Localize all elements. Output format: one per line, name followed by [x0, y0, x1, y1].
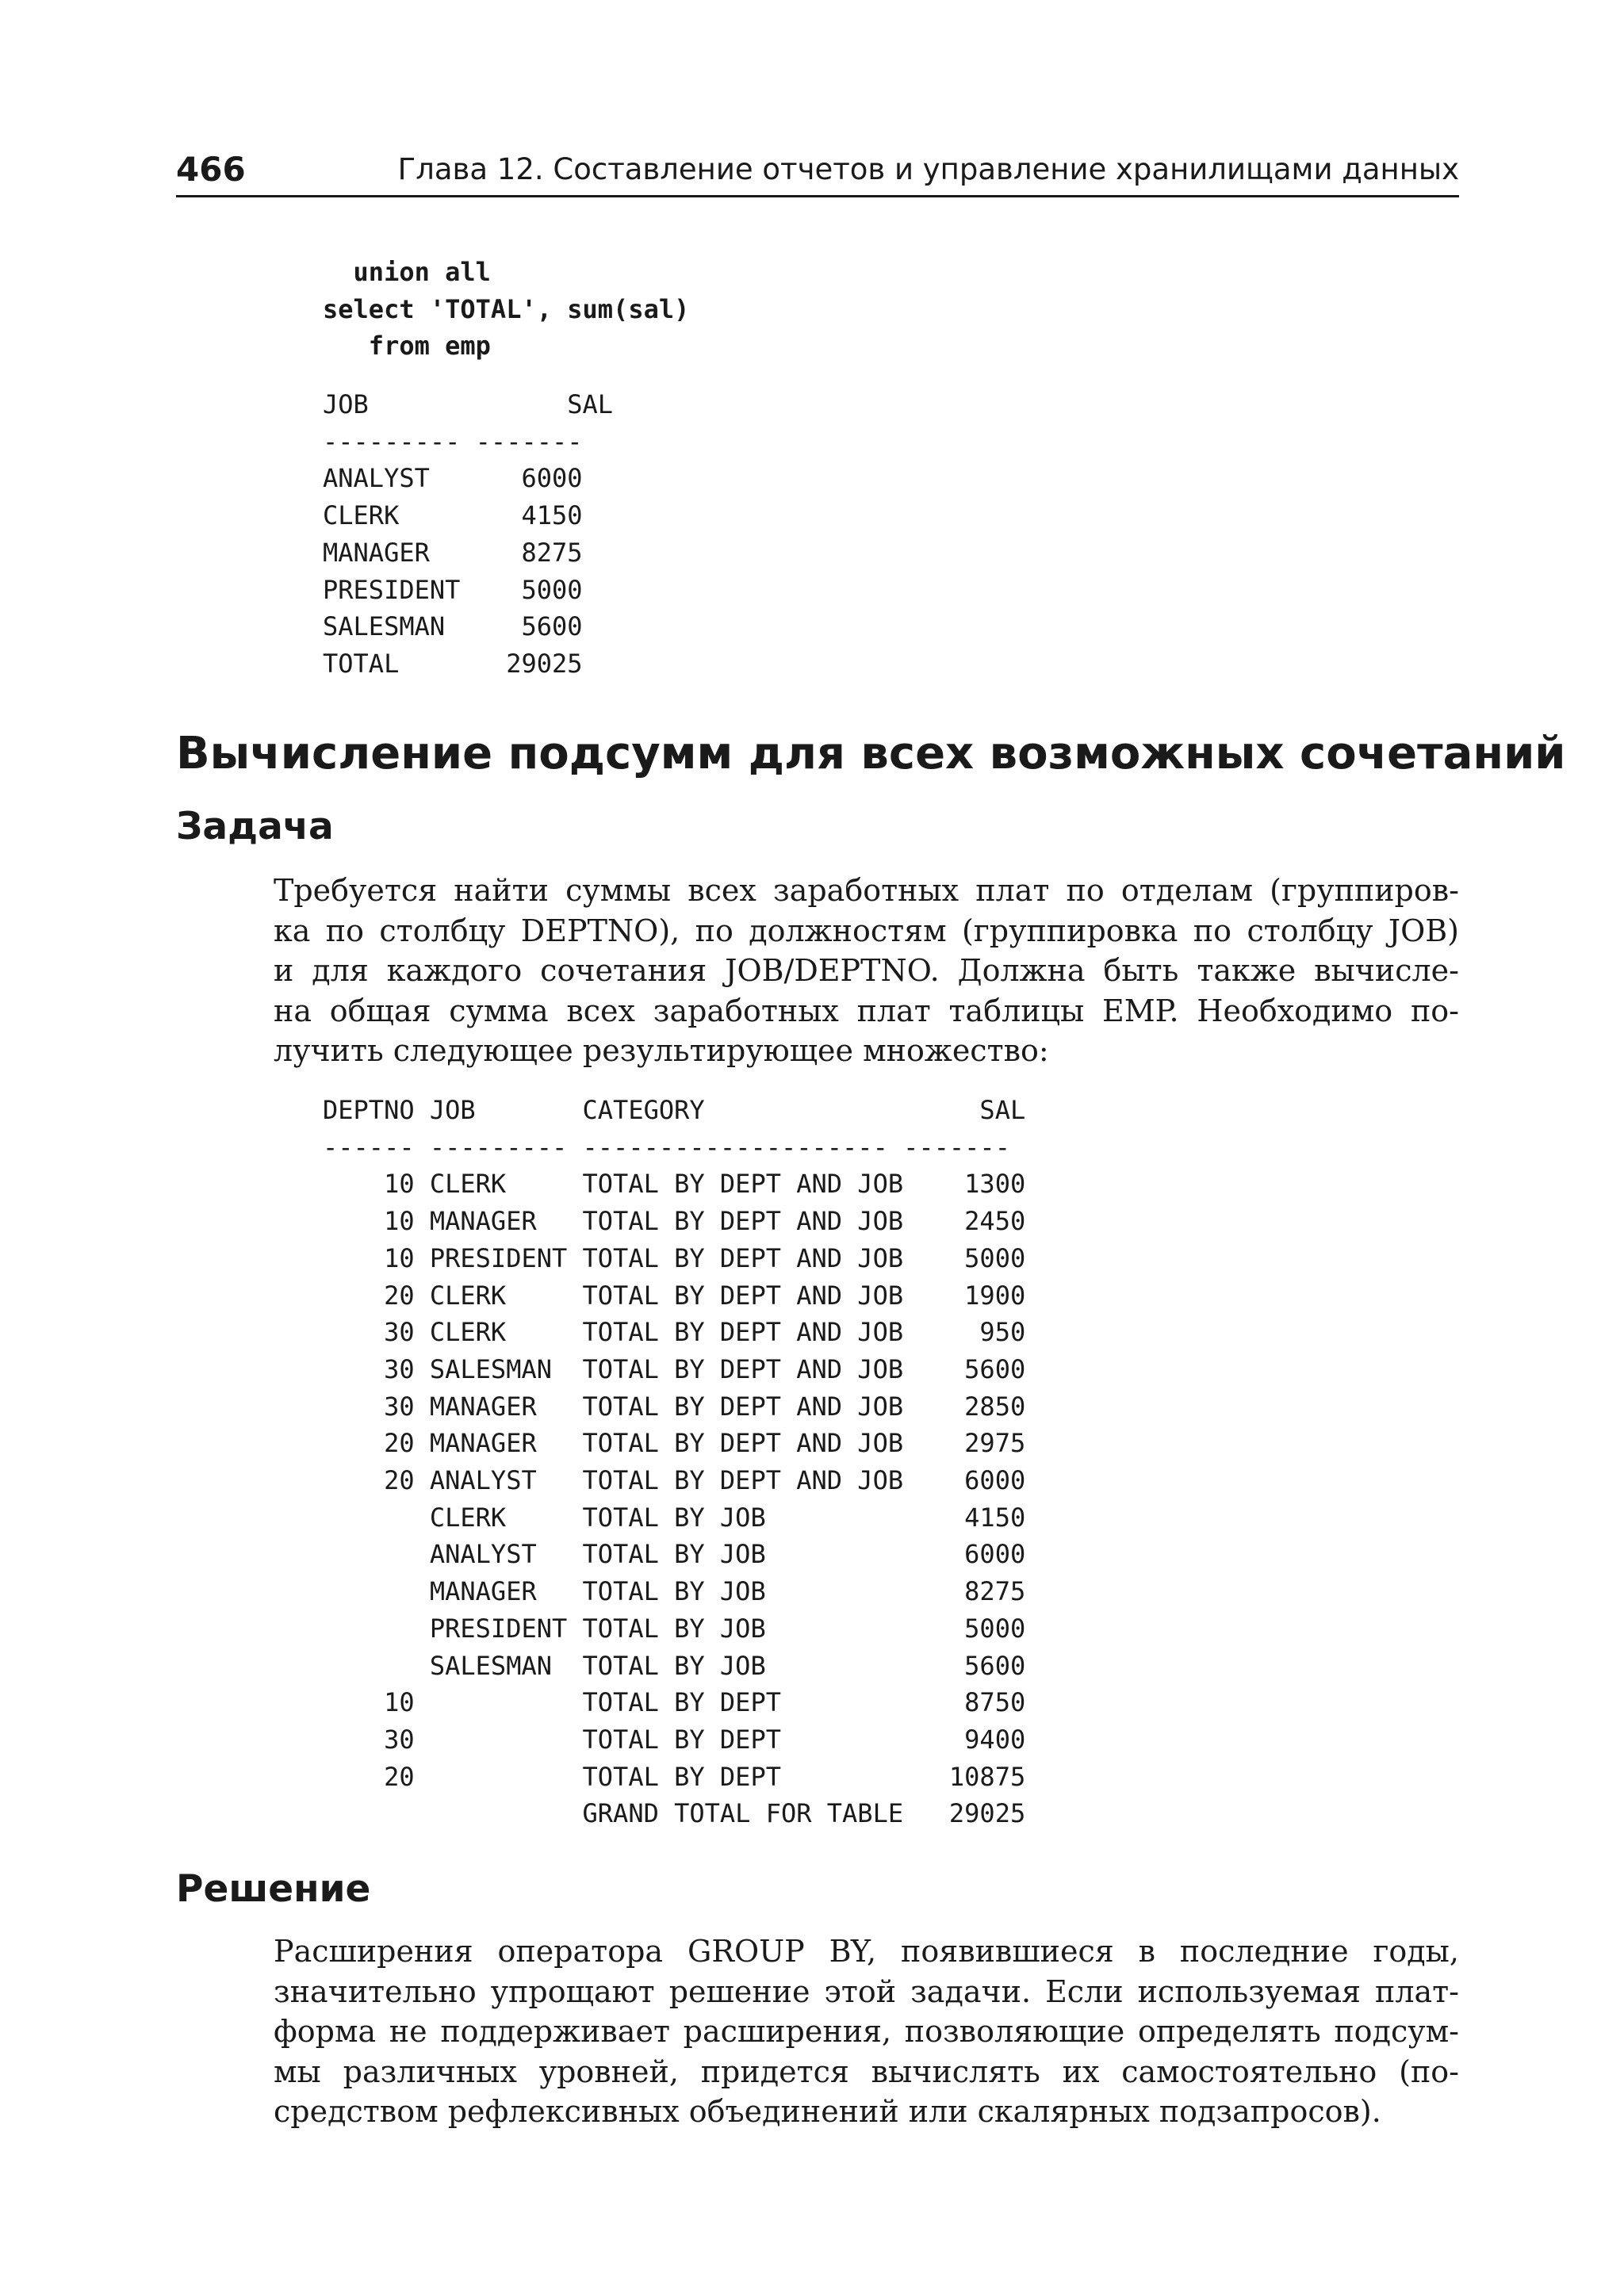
solution-line: мы различных уровней, придется вычислять их самостоятельно (по- [274, 2054, 1459, 2089]
solution-paragraph [274, 1931, 1459, 2132]
task-line: на общая сумма всех заработных плат таблицы EMP. Необходимо по- [274, 993, 1459, 1028]
sql-code-block: union all select 'TOTAL', sum(sal) from emp [323, 257, 690, 362]
solution-line: значительно упрощают решение этой задачи. Если используемая плат- [274, 1973, 1459, 2009]
task-line: и для каждого сочетания JOB/DEPTNO. Должна быть также вычисле- [274, 953, 1459, 988]
query-output-job-totals: JOB SAL --------- ------- ANALYST 6000 CLERK 4150 MANAGER 8275 PRESIDENT 5000 SALESMAN 5600 TOTAL 29025 [323, 389, 614, 679]
chapter-title: Глава 12. Составление отчетов и управление хранилищами данных [397, 152, 1459, 186]
solution-heading: Решение [176, 1867, 371, 1911]
task-heading: Задача [176, 805, 334, 848]
solution-line: Расширения оператора GROUP BY, появившиеся в последние годы, [274, 1934, 1459, 1969]
task-line: лучить следующее результирующее множество: [274, 1033, 1049, 1068]
solution-line: форма не поддерживает расширения, позволяющие определять подсум- [274, 2014, 1459, 2049]
solution-line: средством рефлексивных объединений или скалярных подзапросов). [274, 2094, 1381, 2129]
task-line: ка по столбцу DEPTNO), по должностям (группировка по столбцу JOB) [274, 913, 1459, 948]
result-set-output: DEPTNO JOB CATEGORY SAL ------ --------- -------------------- ------- 10 CLERK TOTAL BY DEPT AND JOB 1300 10 MANAGER TOTAL BY DEPT AND JOB 2450 10 PRESIDENT TOTAL BY DEPT AND JOB 5000 20 CLERK TOTAL BY DEPT AND JOB 1900 30 CLERK TOTAL BY DEPT AND JOB 950 30 SALESMAN TOTAL BY DEPT AND JOB 5600 30 MANAGER TOTAL BY DEPT AND JOB 2850 20 MANAGER TOTAL BY DEPT AND JOB 2975 20 ANALYST TOTAL BY DEPT AND JOB 6000 CLERK TOTAL BY JOB 4150 ANALYST TOTAL BY JOB 6000 MANAGER TOTAL BY JOB 8275 PRESIDENT TOTAL BY JOB 5000 SALESMAN TOTAL BY JOB 5600 10 TOTAL BY DEPT 8750 30 TOTAL BY DEPT 9400 20 TOTAL BY DEPT 10875 GRAND TOTAL FOR TABLE 29025 [323, 1095, 1026, 1829]
task-line: Требуется найти суммы всех заработных плат по отделам (группиров- [274, 873, 1459, 908]
page-number: 466 [176, 150, 246, 189]
running-header [176, 147, 1459, 197]
section-title: Вычисление подсумм для всех возможных сочетаний [176, 728, 1566, 779]
task-paragraph [274, 871, 1459, 1071]
